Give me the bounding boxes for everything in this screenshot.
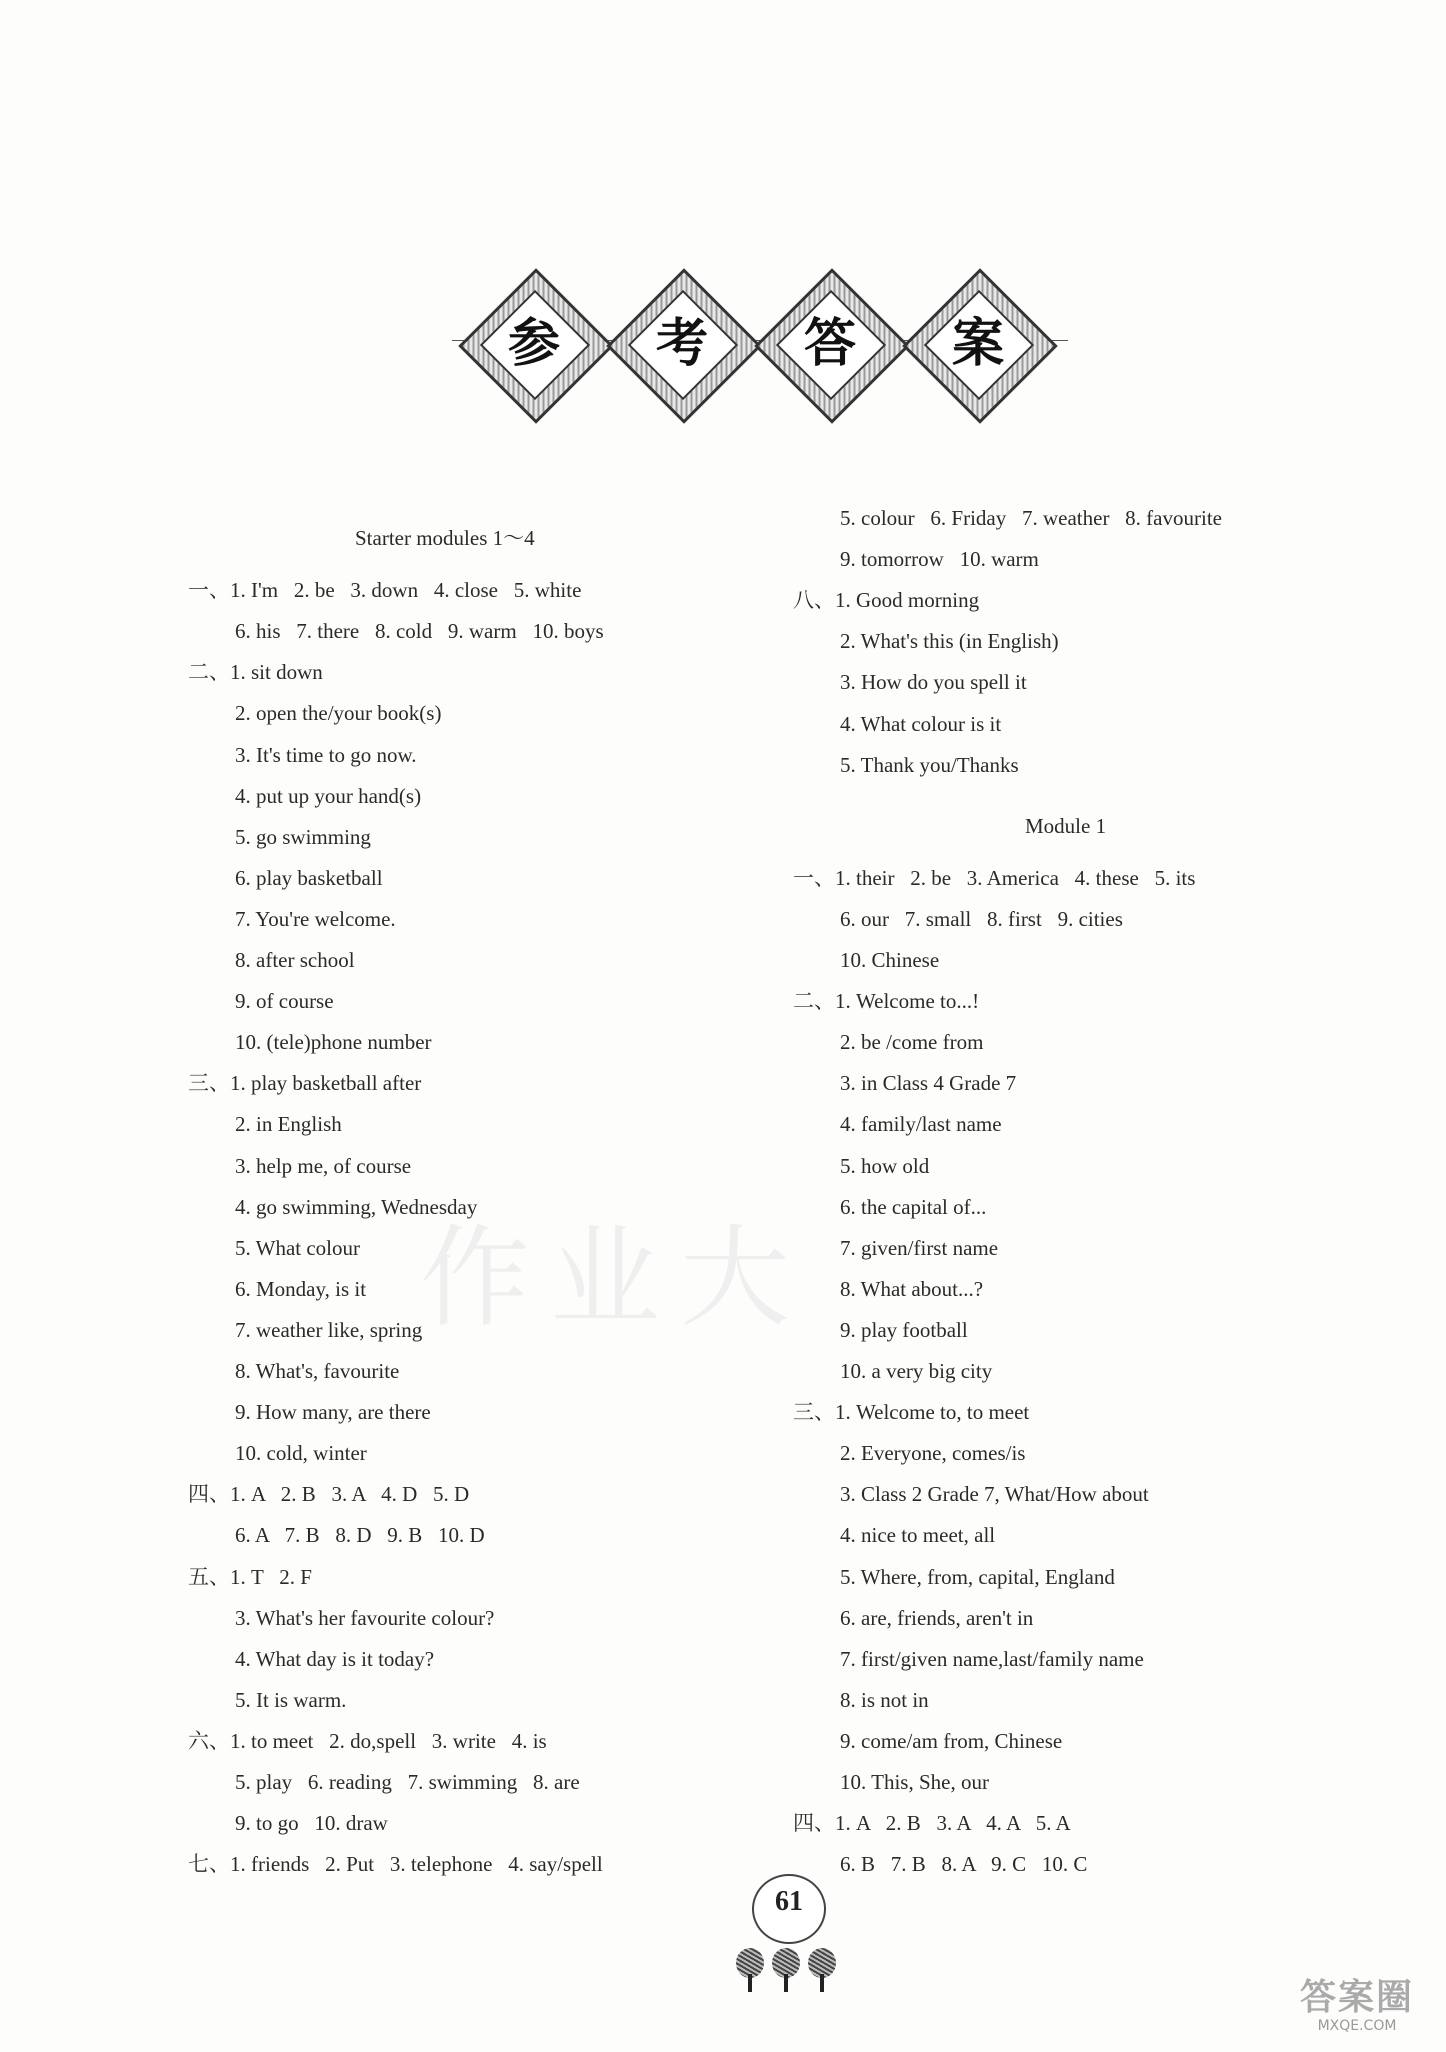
answer-line: 4. put up your hand(s) bbox=[235, 783, 422, 808]
section-heading: Module 1 bbox=[1025, 813, 1107, 838]
answer-line: 10. cold, winter bbox=[235, 1441, 367, 1466]
answer-line: 6. B 7. B 8. A 9. C 10. C bbox=[840, 1852, 1088, 1877]
answer-line: 5. Thank you/Thanks bbox=[840, 752, 1019, 777]
answer-line: 5. go swimming bbox=[235, 824, 371, 849]
answer-line: 7. You're welcome. bbox=[235, 906, 396, 931]
answer-line: 三、1. play basketball after bbox=[188, 1071, 422, 1096]
answer-line: 5. It is warm. bbox=[235, 1687, 347, 1712]
answer-line: 8. What about...? bbox=[840, 1276, 984, 1301]
title-diamond-2 bbox=[608, 270, 756, 418]
title-diamond-4 bbox=[904, 270, 1052, 418]
answer-line: 3. What's her favourite colour? bbox=[235, 1605, 495, 1630]
answer-line: 5. colour 6. Friday 7. weather 8. favourite bbox=[840, 506, 1222, 530]
title-char: 答 bbox=[803, 314, 856, 374]
answer-line: 10. (tele)phone number bbox=[235, 1030, 432, 1055]
answer-line: 5. Where, from, capital, England bbox=[840, 1564, 1115, 1589]
answer-line: 4. go swimming, Wednesday bbox=[235, 1194, 478, 1219]
stamp-url: MXQE.COM bbox=[1317, 2018, 1397, 2034]
answer-line: 八、1. Good morning bbox=[793, 588, 980, 613]
answer-line: 四、1. A 2. B 3. A 4. A 5. A bbox=[793, 1811, 1071, 1836]
answer-line: 2. in English bbox=[235, 1112, 342, 1137]
answer-line: 3. help me, of course bbox=[235, 1153, 412, 1178]
answer-line: 8. after school bbox=[235, 948, 355, 972]
answer-line: 6. A 7. B 8. D 9. B 10. D bbox=[235, 1523, 485, 1548]
answer-line: 2. be /come from bbox=[840, 1030, 984, 1055]
answer-line: 4. nice to meet, all bbox=[840, 1523, 996, 1548]
answer-line: 3. in Class 4 Grade 7 bbox=[840, 1071, 1017, 1096]
answer-line: 9. of course bbox=[235, 989, 334, 1014]
answer-line: 二、1. Welcome to...! bbox=[793, 989, 980, 1014]
answer-line: 6. the capital of... bbox=[840, 1194, 987, 1219]
answer-line: 6. play basketball bbox=[235, 865, 383, 890]
answer-line: 7. weather like, spring bbox=[235, 1317, 423, 1342]
answer-line: 8. is not in bbox=[840, 1687, 929, 1712]
answer-line: 9. to go 10. draw bbox=[235, 1811, 388, 1836]
title-char: 考 bbox=[655, 314, 708, 374]
answer-line: 7. given/first name bbox=[840, 1235, 999, 1260]
answer-line: 3. How do you spell it bbox=[840, 670, 1027, 695]
answer-line: 5. how old bbox=[840, 1153, 930, 1178]
answer-line: 四、1. A 2. B 3. A 4. D 5. D bbox=[188, 1482, 470, 1507]
answer-line: 8. What's, favourite bbox=[235, 1359, 400, 1383]
tree-icon bbox=[808, 1948, 836, 1992]
answer-line: 2. Everyone, comes/is bbox=[840, 1441, 1026, 1466]
answer-line: 6. Monday, is it bbox=[235, 1276, 367, 1301]
section-heading: Starter modules 1～4 bbox=[355, 526, 535, 550]
stamp-logo-text: 答案圈 bbox=[1299, 1977, 1414, 2018]
answer-line: 6. are, friends, aren't in bbox=[840, 1605, 1034, 1630]
answer-line: 4. family/last name bbox=[840, 1112, 1002, 1137]
answer-line: 六、1. to meet 2. do,spell 3. write 4. is bbox=[188, 1728, 547, 1753]
answer-line: 4. What colour is it bbox=[840, 711, 1002, 736]
title-diamond-3 bbox=[756, 270, 904, 418]
answer-line: 二、1. sit down bbox=[188, 660, 323, 685]
title-char: 案 bbox=[951, 314, 1004, 374]
answer-line: 一、1. their 2. be 3. America 4. these 5. its bbox=[793, 865, 1196, 890]
watermark-text: 作业大 bbox=[420, 1214, 810, 1342]
answer-line: 2. What's this (in English) bbox=[840, 629, 1059, 654]
answer-line: 5. play 6. reading 7. swimming 8. are bbox=[235, 1770, 580, 1794]
answer-line: 5. What colour bbox=[235, 1235, 360, 1260]
answer-line: 6. his 7. there 8. cold 9. warm 10. boys bbox=[235, 619, 604, 644]
title-diamond-1 bbox=[460, 270, 608, 418]
answer-line: 9. come/am from, Chinese bbox=[840, 1728, 1063, 1753]
answer-line: 一、1. I'm 2. be 3. down 4. close 5. white bbox=[188, 578, 582, 603]
answer-line: 10. a very big city bbox=[840, 1359, 993, 1383]
answer-line: 9. How many, are there bbox=[235, 1400, 431, 1425]
tree-icon bbox=[772, 1948, 800, 1992]
answer-line: 2. open the/your book(s) bbox=[235, 701, 442, 726]
answer-line: 9. play football bbox=[840, 1317, 968, 1342]
answer-line: 五、1. T 2. F bbox=[188, 1564, 312, 1589]
answer-line: 3. Class 2 Grade 7, What/How about bbox=[840, 1482, 1149, 1507]
answer-line: 9. tomorrow 10. warm bbox=[840, 547, 1039, 572]
answer-line: 10. Chinese bbox=[840, 948, 940, 972]
answer-line: 7. first/given name,last/family name bbox=[840, 1646, 1144, 1671]
answer-key-title bbox=[460, 262, 1060, 420]
answer-line: 三、1. Welcome to, to meet bbox=[793, 1400, 1030, 1425]
page-number-badge bbox=[732, 1872, 842, 1992]
answer-line: 4. What day is it today? bbox=[235, 1646, 435, 1671]
answer-line: 6. our 7. small 8. first 9. cities bbox=[840, 906, 1123, 931]
page-number: 61 bbox=[775, 1886, 803, 1917]
answer-line: 10. This, She, our bbox=[840, 1770, 989, 1794]
answer-line: 3. It's time to go now. bbox=[235, 742, 417, 767]
tree-icon bbox=[736, 1948, 764, 1992]
title-char: 参 bbox=[507, 314, 560, 374]
site-watermark-stamp bbox=[1282, 1978, 1432, 2044]
answer-line: 七、1. friends 2. Put 3. telephone 4. say/spell bbox=[188, 1852, 603, 1877]
